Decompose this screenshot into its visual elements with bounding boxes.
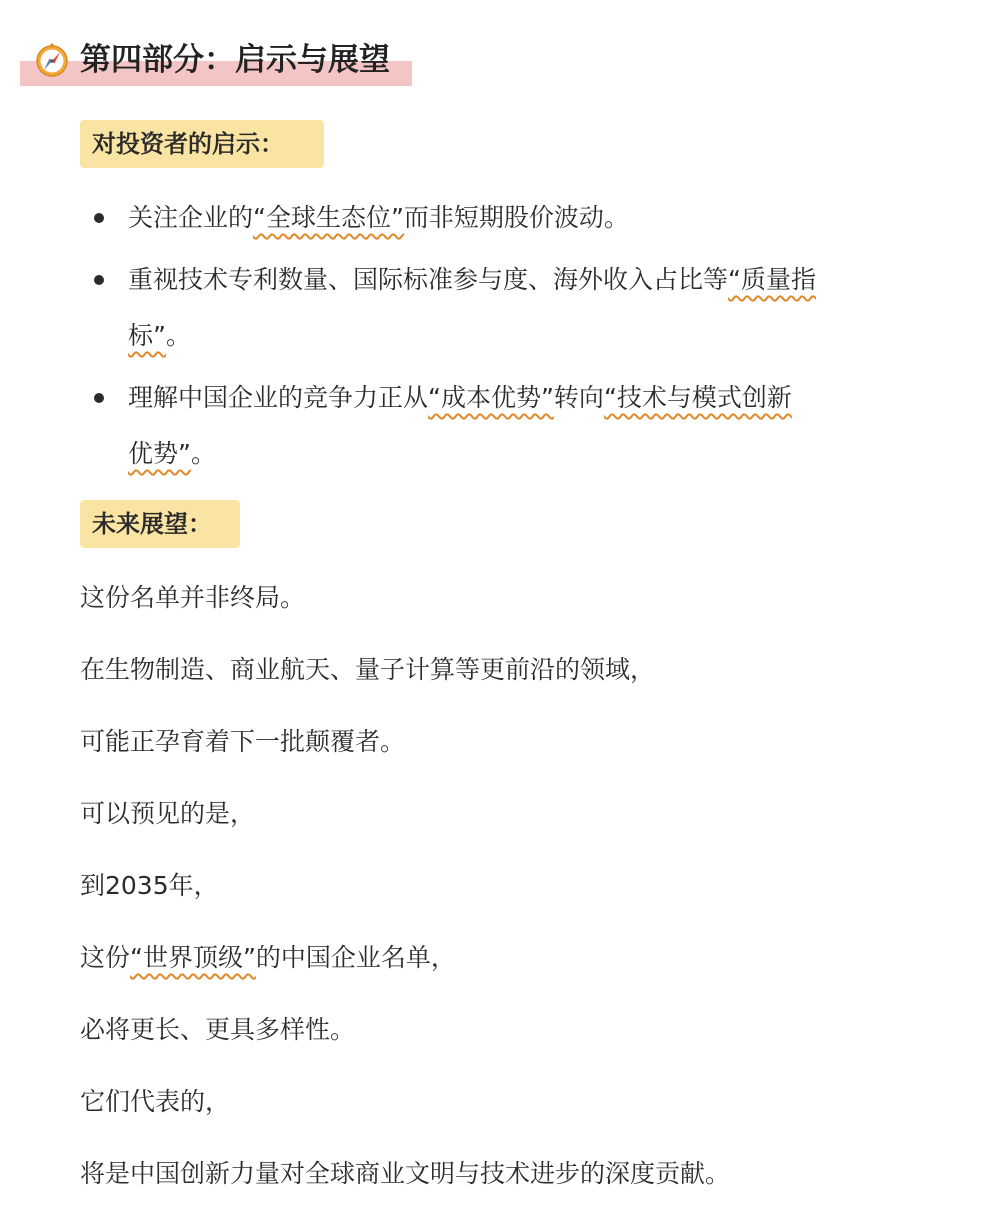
text-segment: 。 bbox=[165, 321, 191, 350]
outlook-subheading: 未来展望： bbox=[80, 500, 240, 548]
bullet-text-line bbox=[128, 260, 816, 300]
bullet-text-line bbox=[128, 316, 191, 356]
bullet-text-line bbox=[128, 378, 792, 418]
outlook-paragraph bbox=[80, 866, 219, 906]
emphasized-text: “世界顶级” bbox=[130, 943, 256, 972]
text-segment: 重视技术专利数量、国际标准参与度、海外收入占比等 bbox=[128, 265, 729, 294]
text-segment: 理解中国企业的竞争力正从 bbox=[128, 383, 429, 412]
text-segment: 可以预见的是， bbox=[80, 799, 256, 828]
text-segment: 可能正孕育着下一批颠覆者。 bbox=[80, 727, 406, 756]
outlook-paragraph bbox=[80, 1010, 355, 1050]
emphasized-text: “质量指 bbox=[728, 265, 816, 294]
investors-subheading: 对投资者的启示： bbox=[80, 120, 324, 168]
text-segment: 它们代表的， bbox=[80, 1087, 231, 1116]
text-segment: 这份名单并非终局。 bbox=[80, 583, 306, 612]
text-segment: 。 bbox=[190, 439, 216, 468]
emphasized-text: 标” bbox=[128, 321, 166, 350]
text-segment: 的中国企业名单， bbox=[255, 943, 456, 972]
emphasized-text: “技术与模式创新 bbox=[603, 383, 792, 412]
bullet-dot bbox=[94, 275, 104, 285]
emphasized-text: “成本优势” bbox=[428, 383, 554, 412]
outlook-paragraph bbox=[80, 1082, 230, 1122]
text-segment: 必将更长、更具多样性。 bbox=[80, 1015, 356, 1044]
outlook-paragraph bbox=[80, 794, 255, 834]
text-segment: 到2035年， bbox=[80, 871, 219, 900]
outlook-paragraph bbox=[80, 578, 305, 618]
text-segment: 将是中国创新力量对全球商业文明与技术进步的深度贡献。 bbox=[80, 1159, 731, 1188]
outlook-paragraph bbox=[80, 938, 456, 978]
bullet-dot bbox=[94, 213, 104, 223]
emphasized-text: “全球生态位” bbox=[253, 203, 404, 232]
text-segment: 在生物制造、商业航天、量子计算等更前沿的领域， bbox=[80, 655, 656, 684]
outlook-paragraph bbox=[80, 1154, 730, 1194]
text-segment: 这份 bbox=[80, 943, 131, 972]
outlook-paragraph bbox=[80, 650, 655, 690]
section-title: 第四部分：启示与展望 bbox=[80, 42, 390, 78]
section-heading bbox=[0, 0, 1000, 100]
bullet-dot bbox=[94, 393, 104, 403]
bullet-text-line bbox=[128, 434, 216, 474]
bullet-text-line bbox=[128, 198, 629, 238]
compass-icon bbox=[34, 42, 70, 78]
text-segment: 而非短期股价波动。 bbox=[403, 203, 629, 232]
text-segment: 转向 bbox=[553, 383, 604, 412]
outlook-paragraph bbox=[80, 722, 405, 762]
text-segment: 关注企业的 bbox=[128, 203, 254, 232]
emphasized-text: 优势” bbox=[128, 439, 191, 468]
